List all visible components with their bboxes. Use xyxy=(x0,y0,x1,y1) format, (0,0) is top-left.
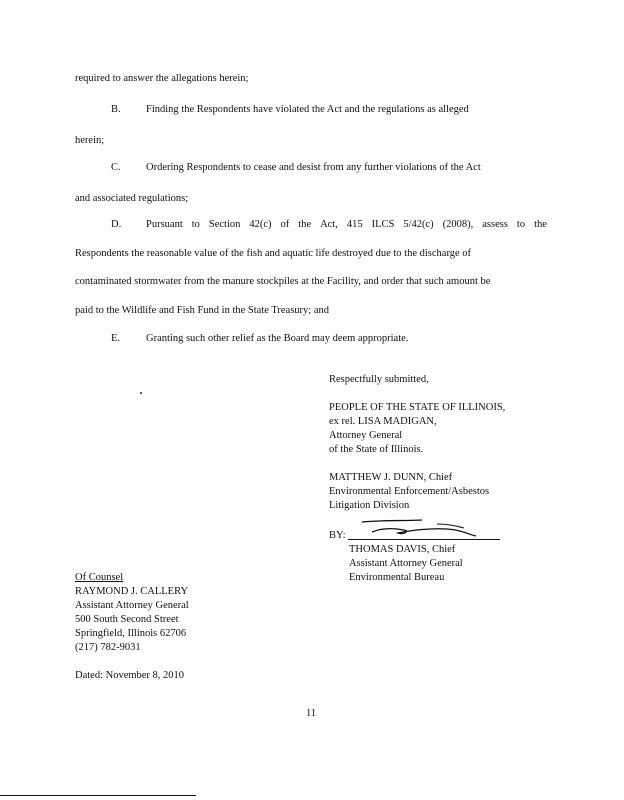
item-c-text: Ordering Respondents to cease and desist from any further violations of the Act xyxy=(146,162,481,173)
item-d-line3: contaminated stormwater from the manure stockpiles at the Facility, and order that such amount be xyxy=(75,276,491,287)
item-d-word: ILCS xyxy=(371,219,395,230)
attorney-general: Attorney General xyxy=(329,430,403,441)
of-state: of the State of Illinois. xyxy=(329,444,424,455)
item-d-word: 42(c) xyxy=(249,219,272,230)
item-d-word: Act, xyxy=(320,219,338,230)
item-d-letter: D. xyxy=(111,219,122,230)
ex-rel: ex rel. LISA MADIGAN, xyxy=(329,416,437,427)
counsel-street: 500 South Second Street xyxy=(75,614,179,625)
by-label: BY: xyxy=(329,530,346,541)
item-d-word: to xyxy=(191,219,200,230)
footnote-rule xyxy=(0,795,196,796)
item-d-word: the xyxy=(534,219,547,230)
counsel-city: Springfield, Illinois 62706 xyxy=(75,628,187,639)
item-e-text: Granting such other relief as the Board may deem appropriate. xyxy=(146,333,409,344)
people-of-state: PEOPLE OF THE STATE OF ILLINOIS, xyxy=(329,402,506,413)
item-e-letter: E. xyxy=(111,333,121,344)
env-enforcement: Environmental Enforcement/Asbestos xyxy=(329,486,490,497)
respectfully-submitted: Respectfully submitted, xyxy=(329,374,429,385)
body-line-a: required to answer the allegations herein; xyxy=(75,73,249,84)
item-b-cont: herein; xyxy=(75,135,105,146)
item-d-word: Section xyxy=(208,219,241,230)
item-d-line2: Respondents the reasonable value of the fish and aquatic life destroyed due to the discharge of xyxy=(75,248,472,259)
item-d-word: 5/42(c) xyxy=(403,219,434,230)
item-d-word: 415 xyxy=(346,219,363,230)
item-d-word: of xyxy=(280,219,290,230)
dunn-name: MATTHEW J. DUNN, Chief xyxy=(329,472,453,483)
item-d-line1 xyxy=(146,219,547,230)
item-c-cont: and associated regulations; xyxy=(75,193,189,204)
handwritten-signature xyxy=(352,514,482,542)
environmental-bureau: Environmental Bureau xyxy=(349,572,445,583)
of-counsel-heading: Of Counsel xyxy=(75,572,124,583)
scan-speck xyxy=(140,392,142,394)
page-number: 11 xyxy=(306,708,317,719)
counsel-phone: (217) 782-9031 xyxy=(75,642,141,653)
counsel-title: Assistant Attorney General xyxy=(75,600,189,611)
item-d-line4: paid to the Wildlife and Fish Fund in the State Treasury; and xyxy=(75,305,329,316)
item-d-word: (2008), xyxy=(442,219,474,230)
assistant-ag: Assistant Attorney General xyxy=(349,558,463,569)
item-d-word: assess xyxy=(482,219,508,230)
dated: Dated: November 8, 2010 xyxy=(75,670,185,681)
litigation-division: Litigation Division xyxy=(329,500,410,511)
item-b-text: Finding the Respondents have violated the Act and the regulations as alleged xyxy=(146,104,469,115)
counsel-name: RAYMOND J. CALLERY xyxy=(75,586,189,597)
signature-line xyxy=(348,539,500,540)
item-d-word: to xyxy=(516,219,526,230)
item-d-word: Pursuant xyxy=(146,219,183,230)
item-c-letter: C. xyxy=(111,162,121,173)
item-b-letter: B. xyxy=(111,104,121,115)
davis-name: THOMAS DAVIS, Chief xyxy=(349,544,456,555)
item-d-word: the xyxy=(298,219,312,230)
